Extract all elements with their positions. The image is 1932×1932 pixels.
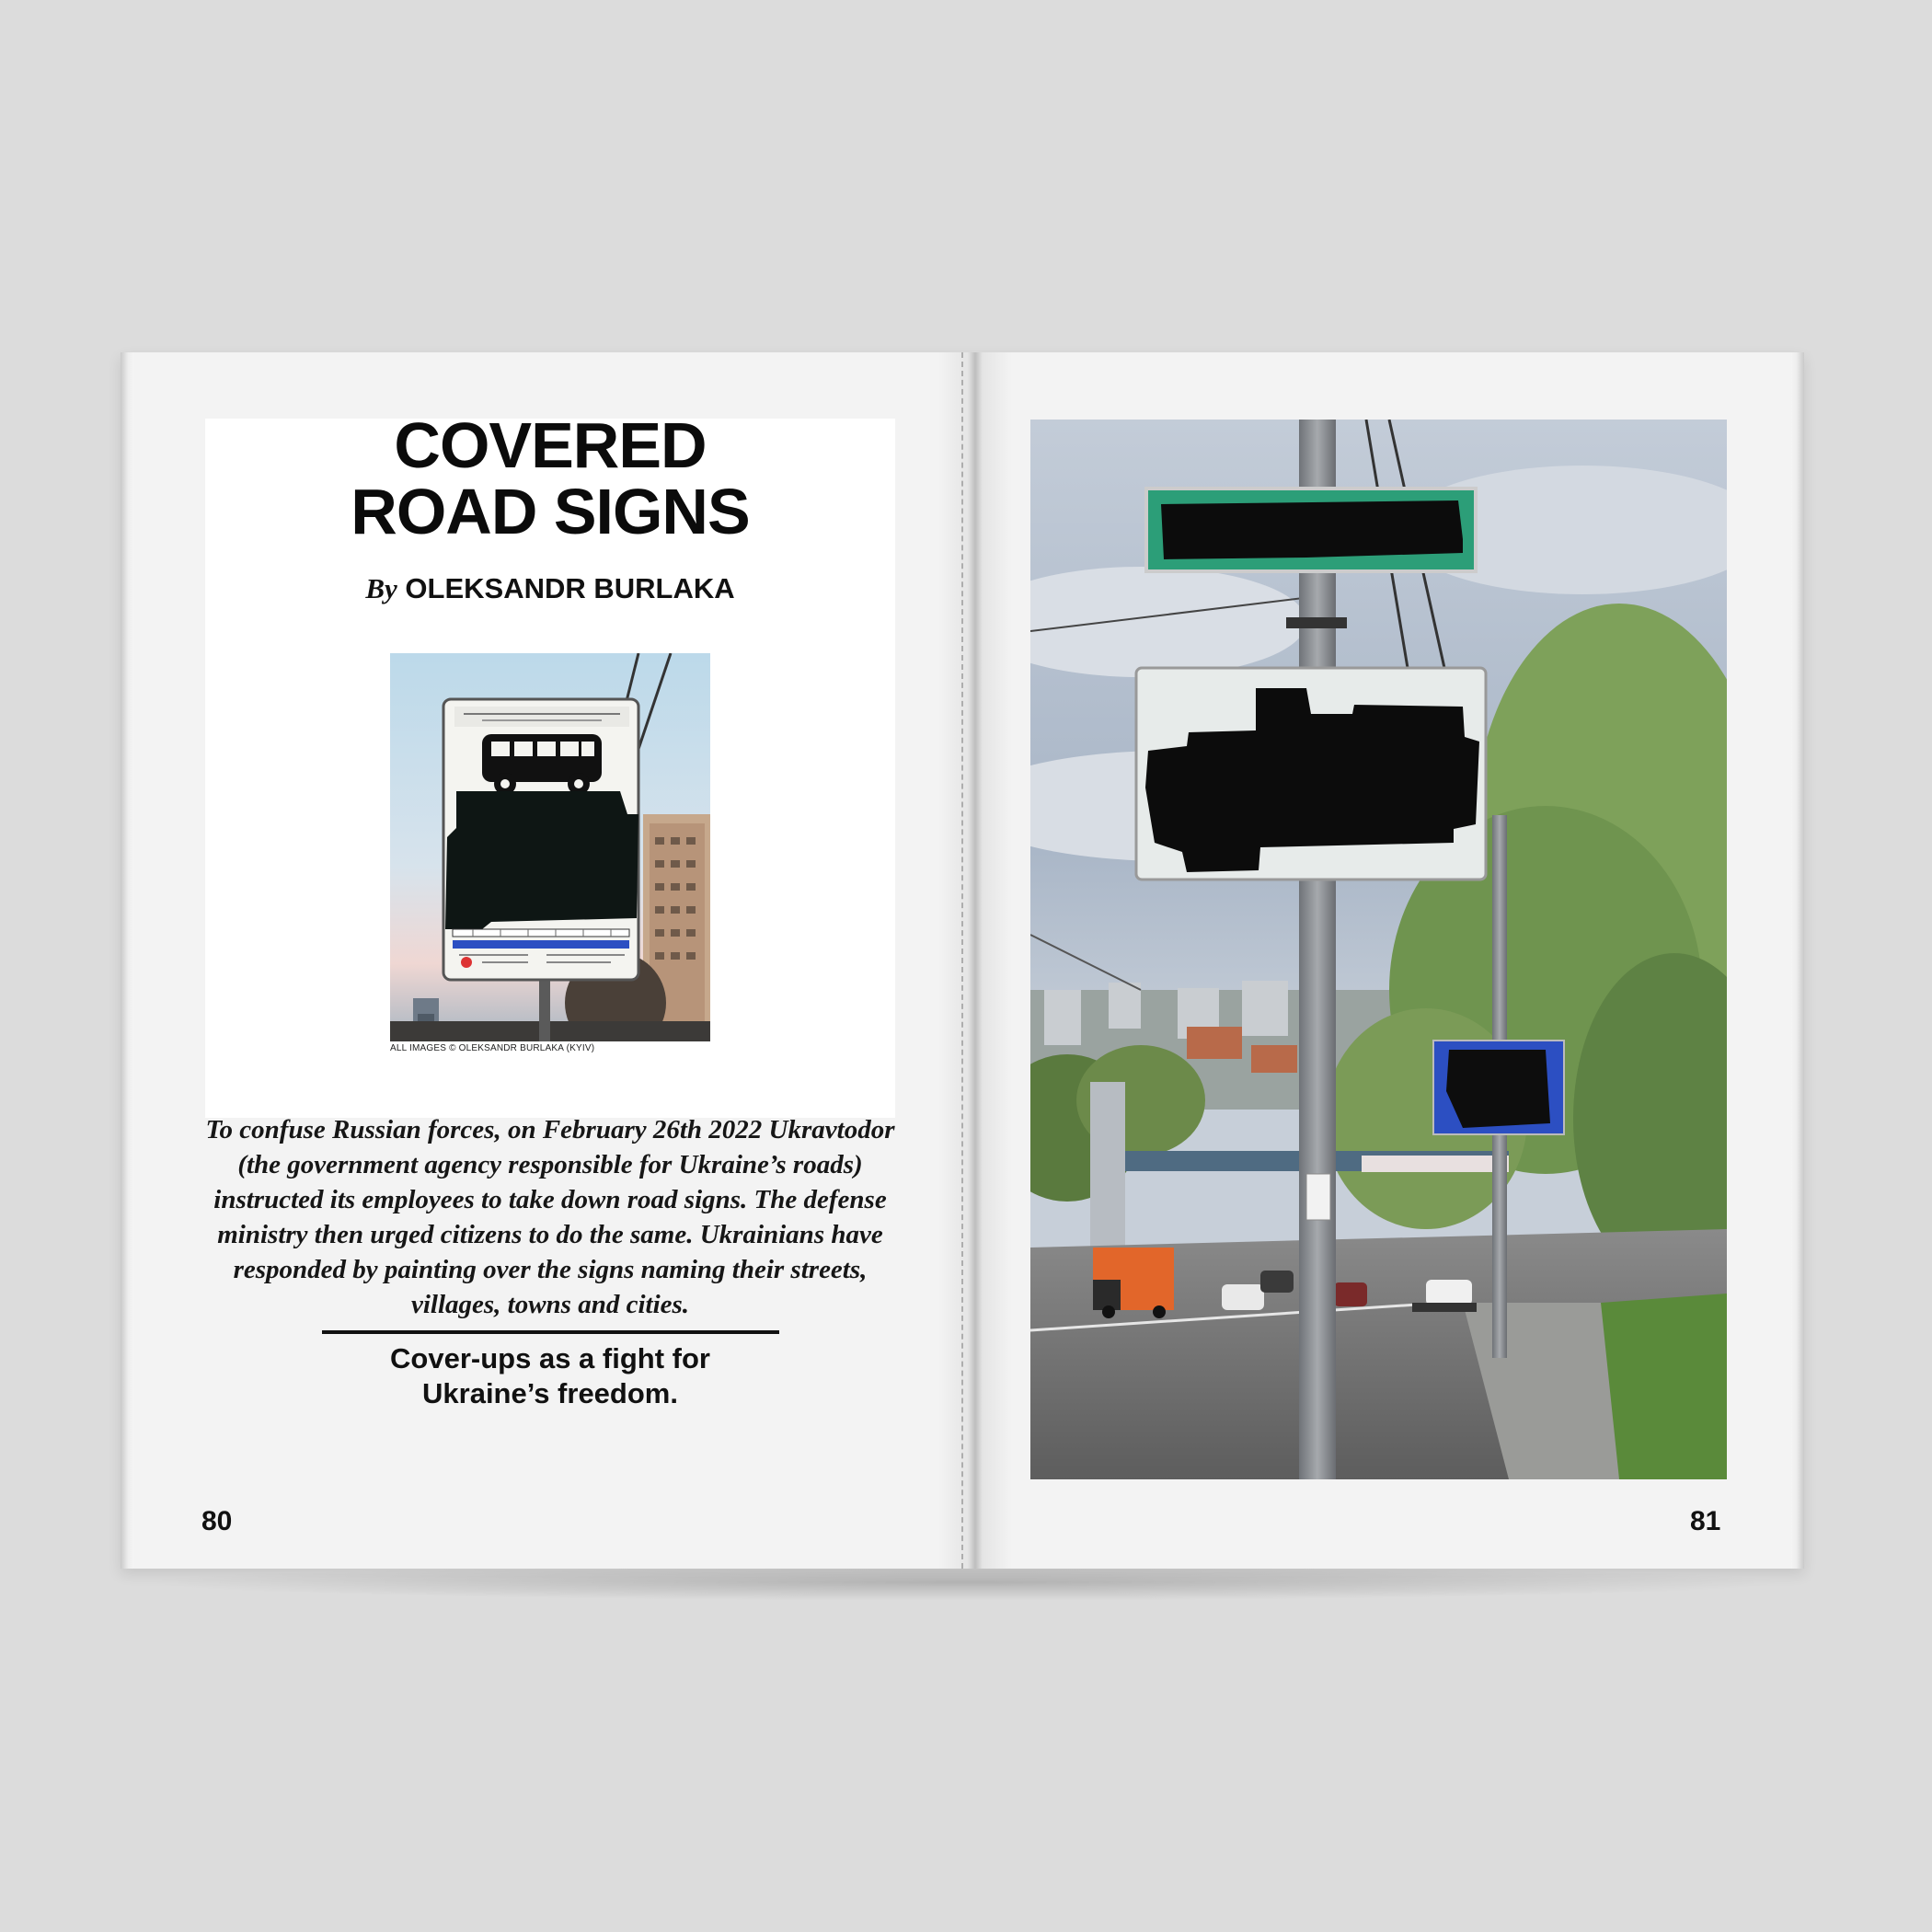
- byline: [205, 572, 895, 605]
- page-number-right: 81: [1690, 1506, 1721, 1536]
- page-number-left: 80: [201, 1506, 233, 1536]
- photo-credit: ALL IMAGES © OLEKSANDR BURLAKA (KYIV): [390, 1043, 595, 1053]
- author-name: OLEKSANDR BURLAKA: [405, 572, 735, 604]
- title-line-2: ROAD SIGNS: [351, 476, 750, 547]
- left-page-edge: [121, 352, 133, 1569]
- right-page-edge: [1791, 352, 1804, 1569]
- title-line-1: COVERED: [394, 409, 707, 481]
- pullquote-rule: [322, 1330, 779, 1334]
- bus-stop-photo: [390, 653, 710, 1041]
- spine-shadow: [938, 352, 1012, 1569]
- intro-paragraph: To confuse Russian forces, on February 26th 2022 Ukravtodor (the government agency responsible for Ukraine’s roads) instructed its employees to take down road signs. The defense ministry then urged citizens to do the same. Ukrainians have responded by painting over the signs naming their streets, villages, towns and cities.: [205, 1115, 895, 1319]
- pullquote: [276, 1341, 824, 1411]
- pullquote-line-2: Ukraine’s freedom.: [422, 1377, 678, 1409]
- pullquote-line-1: Cover-ups as a fight for: [390, 1342, 710, 1374]
- street-signs-photo: [1030, 420, 1727, 1479]
- binding-stitch: [961, 352, 963, 1569]
- spread-shadow: [138, 1564, 1794, 1601]
- article-title: [205, 409, 895, 547]
- byline-prefix: By: [365, 572, 397, 604]
